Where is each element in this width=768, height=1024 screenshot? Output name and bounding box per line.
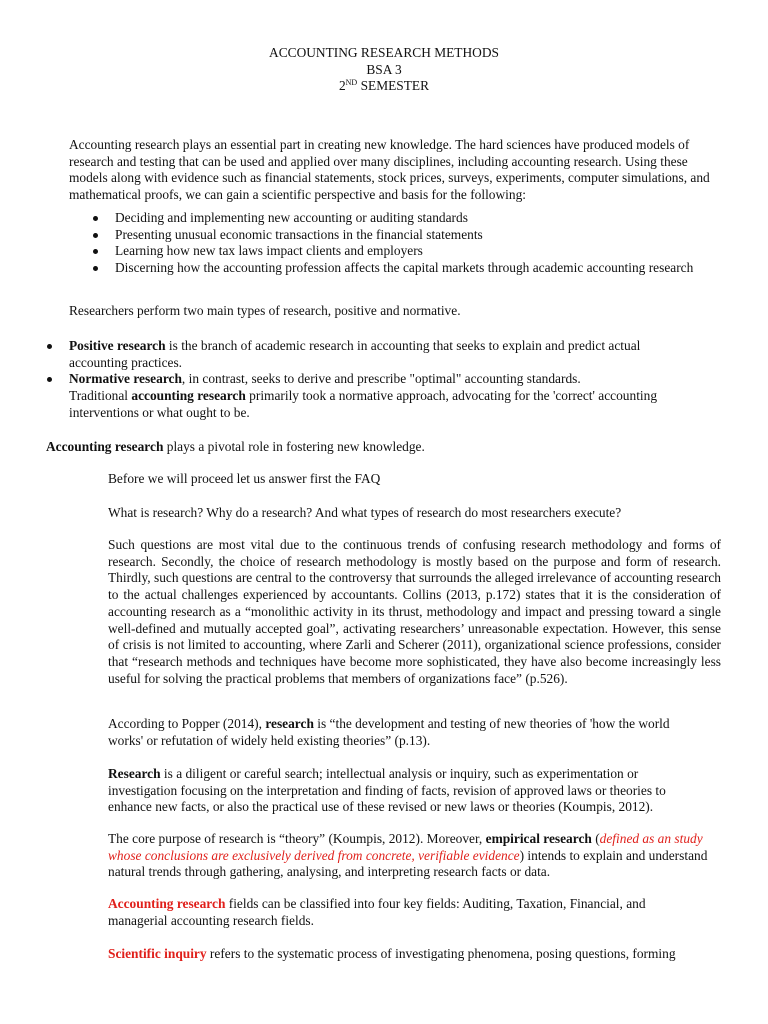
semester-line: 2ND SEMESTER bbox=[338, 78, 430, 93]
bullet-icon bbox=[93, 266, 98, 271]
course-level: BSA 3 bbox=[366, 61, 402, 77]
scientific-inquiry: Scientific inquiry refers to the systematic process of investigating phenomena, posing questions, forming bbox=[108, 946, 676, 961]
bullet-icon bbox=[47, 377, 52, 382]
list-item: Presenting unusual economic transactions in the financial statements bbox=[115, 227, 735, 244]
intro-bullet-list bbox=[115, 210, 735, 277]
course-title: ACCOUNTING RESEARCH METHODS bbox=[269, 45, 499, 60]
pivotal-statement: Accounting research plays a pivotal role in fostering new knowledge. bbox=[46, 439, 425, 454]
accounting-fields: Accounting research fields can be classified into four key fields: Auditing, Taxation, Financial, and managerial accounting research fields. bbox=[108, 896, 646, 928]
list-item-positive: Positive research is the branch of academic research in accounting that seeks to explain and predict actual accounting practices. bbox=[69, 338, 669, 371]
list-item: Deciding and implementing new accounting or auditing standards bbox=[115, 210, 735, 227]
research-types-list bbox=[69, 338, 669, 422]
faq-discussion: Such questions are most vital due to the continuous trends of confusing research methodology and forms of research. Secondly, the choice of research methodology is mostly based on the purpose and form of research. Thirdly, such questions are central to the controversy that surrounds the alleged irrelevance of accounting research to the actual challenges experienced by accountants. Collins (2013, p.172) states that it is the consideration of accounting research as a “monolithic activity in its thrust, methodology and impact and pressing toward a single well-defined and mutually accepted goal”, activating researchers’ unreasonable expectation. However, this sense of crisis is not limited to accounting, where Zarli and Scherer (2011), organizational science professions, consider that “research methods and techniques have become more sophisticated, they have also become increasingly less useful for solving the practical problems that members of organizations face” (p.526). bbox=[108, 537, 721, 686]
bullet-icon bbox=[93, 249, 98, 254]
list-item-normative: Normative research, in contrast, seeks to derive and prescribe "optimal" accounting standards. Traditional accounting research primarily took a normative approach, advocating for the 'correct' accounting interventions or what ought to be. bbox=[69, 371, 669, 421]
bullet-icon bbox=[47, 344, 52, 349]
research-definition: Research is a diligent or careful search; intellectual analysis or inquiry, such as experimentation or investigation focusing on the interpretation and finding of facts, revision of approved laws or theories to enhance new facts, or also the practical use of these revised or new laws or theories (Koumpis, 2012). bbox=[108, 766, 666, 815]
faq-questions: What is research? Why do a research? And what types of research do most researchers execute? bbox=[108, 505, 622, 520]
intro-paragraph: Accounting research plays an essential part in creating new knowledge. The hard sciences have produced models of research and testing that can be used and applied over many disciplines, including accounting research. Using these models along with evidence such as financial statements, stock prices, surveys, experiments, computer simulations, and mathematical proofs, we can gain a scientific perspective and basis for the following: bbox=[69, 137, 710, 203]
bullet-icon bbox=[93, 216, 98, 221]
document-header bbox=[0, 45, 768, 95]
faq-intro: Before we will proceed let us answer first the FAQ bbox=[108, 471, 381, 486]
research-types-intro: Researchers perform two main types of research, positive and normative. bbox=[69, 303, 461, 318]
bullet-icon bbox=[93, 233, 98, 238]
list-item: Learning how new tax laws impact clients and employers bbox=[115, 243, 735, 260]
popper-definition: According to Popper (2014), research is “the development and testing of new theories of 'how the world works' or refutation of widely held existing theories” (p.13). bbox=[108, 716, 670, 748]
list-item: Discerning how the accounting profession affects the capital markets through academic accounting research bbox=[115, 260, 735, 277]
research-purpose: The core purpose of research is “theory” (Koumpis, 2012). Moreover, empirical research (defined as an study whose conclusions are exclusively derived from concrete, verifiable evidence) intends to explain and understand natural trends through gathering, analysing, and interpreting research facts or data. bbox=[108, 831, 708, 880]
